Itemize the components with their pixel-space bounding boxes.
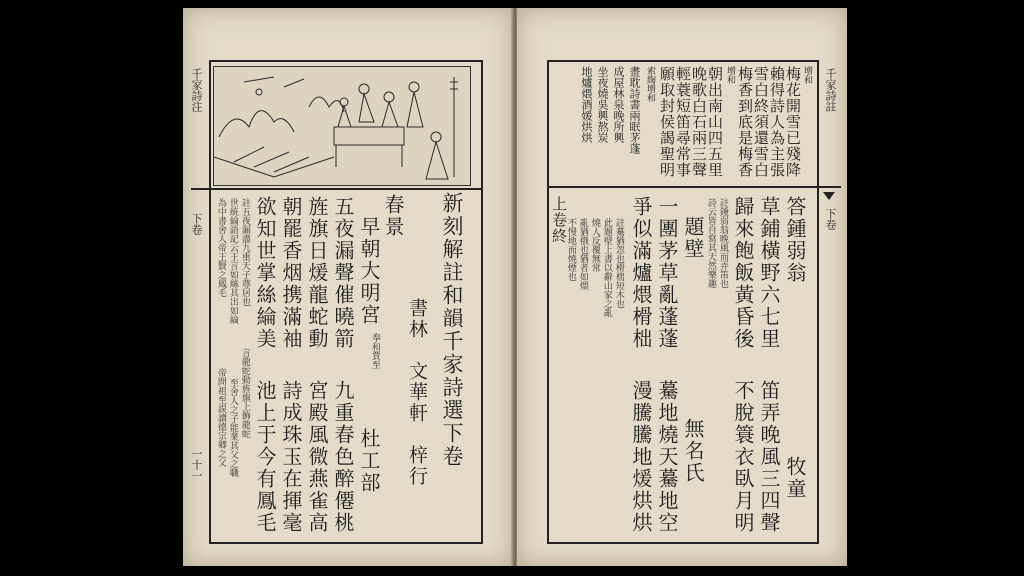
rubric-column: 朝出南山四五里 — [706, 66, 724, 178]
poem-line: 驀地燒天驀地空 — [655, 380, 679, 534]
poem-author-herdboy: 牧童 — [783, 456, 807, 500]
commentary-line: 註驀猶忽也榾柮短木也 — [613, 218, 624, 308]
rubric-column: 梅香到底是梅香 — [736, 66, 754, 178]
commentary-line: 註鍾弱翁晚風而弄笛也 — [717, 198, 728, 288]
poem-title-early-court: 早朝大明宮 — [357, 216, 381, 326]
rubric-column: 地爐煨酒媛烘烘 — [580, 66, 593, 143]
rubric-column: 賴得詩人為主張 — [768, 66, 786, 178]
poem-line: 不脫簑衣臥月明 — [731, 380, 755, 534]
poem-line: 漫騰騰地煖烘烘 — [629, 380, 653, 534]
right-margin-divider — [817, 186, 841, 188]
poem-line: 草鋪橫野六七里 — [757, 196, 781, 350]
commentary-line: 燒人反覆無常 — [589, 218, 600, 272]
fishtail-mark-icon — [823, 192, 835, 200]
section-heading: 春景 — [381, 194, 405, 238]
poem-line: 旌旗日煖龍蛇動 — [305, 196, 329, 350]
commentary-line: 此題壁上書以辭山家之亂 — [601, 218, 612, 317]
poem-line: 歸來飽飯黃昏後 — [731, 196, 755, 350]
rubric-column: 索綯增和 — [645, 66, 655, 102]
right-margin-title: 千家詩註 — [824, 68, 837, 112]
volume-title: 新刻解註和韻千家詩選下卷 — [440, 192, 464, 468]
poem-line: 爭似滿爐煨榾柮 — [629, 196, 653, 350]
left-margin-page-number: 一十一 — [190, 448, 203, 481]
rubric-column: 晚歌白石兩三聲 — [690, 66, 708, 178]
right-rubric-divider — [547, 186, 817, 188]
poem-author: 杜工部 — [357, 428, 381, 494]
open-book — [183, 8, 847, 566]
commentary-line: 不慢地而燒煙也 — [565, 218, 576, 281]
court-scene-illustration — [213, 66, 471, 186]
poem-line: 笛弄晚風三四聲 — [757, 380, 781, 534]
poem-line: 詩成珠玉在揮毫 — [279, 380, 303, 534]
rubric-column: 成屋林泉晚所興 — [612, 66, 625, 143]
commentary-line: 為中書舍人帝王賢之鳳毛 — [215, 198, 226, 297]
poem-line: 九重春色醉僊桃 — [331, 380, 355, 534]
poem-line: 五夜漏聲催曉箭 — [331, 196, 355, 350]
rubric-column: 增和 — [802, 66, 812, 84]
commentary-line: 世統綸語記云王言如絲其出如綸 — [227, 198, 238, 324]
commentary-line: 亂猶俄也猶者如煨 — [577, 218, 588, 290]
commentary-line: 至舍人之子能業其父之職 — [227, 378, 238, 477]
poem-line: 宮殿風微燕雀高 — [305, 380, 329, 534]
poem-line: 欲知世掌絲綸美 — [253, 196, 277, 350]
commentary-line: 註五夜漏盡九重天子尊居也 — [239, 198, 250, 306]
left-margin-volume: 下卷 — [190, 213, 203, 235]
left-margin-divider — [191, 188, 211, 190]
poem-line: 一團茅草亂蓬蓬 — [655, 196, 679, 350]
left-page — [183, 8, 513, 566]
rubric-column: 願取封侯謁聖明 — [658, 66, 676, 178]
publisher-line: 書林 文華軒 梓行 — [406, 298, 428, 487]
left-illustration-divider — [209, 188, 481, 190]
rubric-column: 輕蓑短笛尋常事 — [674, 66, 692, 178]
left-margin-title: 千家詩注 — [190, 68, 203, 112]
poem-author-anonymous: 無名氏 — [681, 418, 705, 484]
rubric-column: 畫耽詩書兩眠茅蓬 — [628, 66, 641, 154]
poem-line: 朝罷香烟携滿袖 — [279, 196, 303, 350]
rubric-column: 增和 — [725, 66, 735, 84]
commentary-line: 帝問祖至誤讀德宗卿之父 — [215, 368, 226, 467]
right-margin-volume: 下卷 — [824, 208, 837, 230]
poem-line: 池上于今有鳳毛 — [253, 380, 277, 534]
right-page — [517, 8, 847, 566]
poem-title-note: 奉和賈至 — [369, 333, 380, 369]
court-scene-drawing — [214, 67, 470, 185]
end-of-volume-mark: 上卷終 — [550, 196, 568, 244]
poem-title-wall: 題壁 — [681, 216, 705, 260]
rubric-column: 雪白終須還雪白 — [752, 66, 770, 178]
commentary-line: 言龍蛇動旌旗上飾龍蛇 — [239, 348, 250, 438]
rubric-column: 梅花開雪已殘降 — [784, 66, 802, 178]
commentary-line: 詩云皆自寫其天然樂趣 — [705, 198, 716, 288]
rubric-column: 坐夜燒吳興熬炭 — [596, 66, 609, 143]
poem-title-reply: 答鍾弱翁 — [783, 196, 807, 284]
